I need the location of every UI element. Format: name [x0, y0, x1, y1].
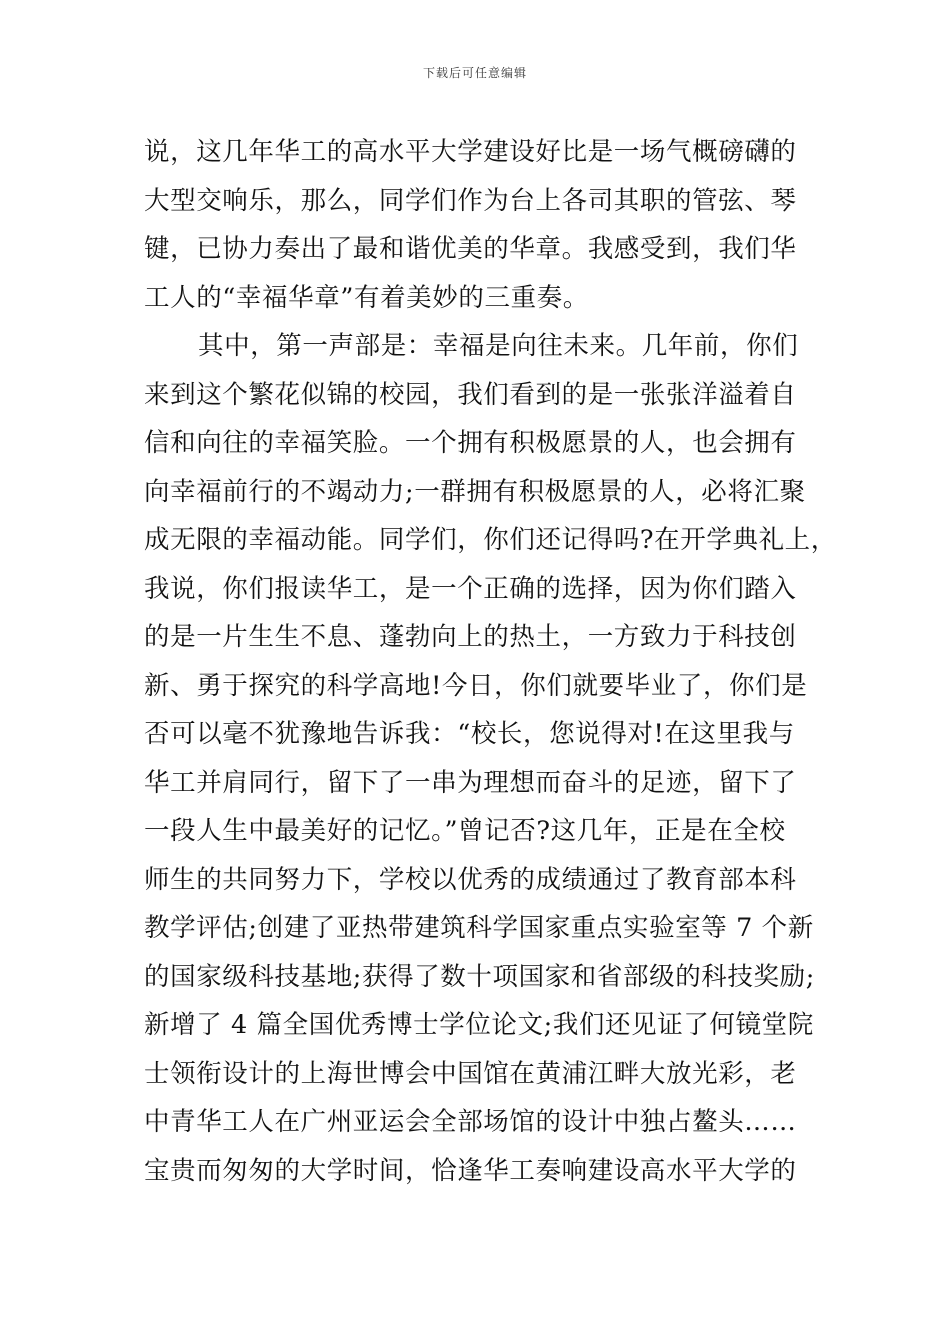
- text-line: 否可以毫不犹豫地告诉我：“校长，您说得对!在这里我与: [144, 719, 795, 749]
- text-line: 我说，你们报读华工，是一个正确的选择，因为你们踏入: [144, 573, 797, 604]
- text-line: 教学评估;创建了亚热带建筑科学国家重点实验室等 7 个新: [144, 913, 814, 943]
- text-line: 键，已协力奏出了最和谐优美的华章。我感受到，我们华: [144, 234, 797, 264]
- text-line: 一段人生中最美好的记忆。”曾记否?这几年，正是在全校: [144, 816, 786, 846]
- text-line: 的是一片生生不息、蓬勃向上的热土，一方致力于科技创: [144, 622, 797, 652]
- text-line: 工人的“幸福华章”有着美妙的三重奏。: [144, 282, 589, 313]
- text-line: 华工并肩同行，留下了一串为理想而奋斗的足迹，留下了: [144, 767, 797, 798]
- text-line: 成无限的幸福动能。同学们，你们还记得吗?在开学典礼上，: [144, 525, 837, 555]
- text-line: 说，这几年华工的高水平大学建设好比是一场气概磅礴的: [144, 137, 797, 167]
- body-text: [144, 128, 837, 1195]
- text-line: 向幸福前行的不竭动力;一群拥有积极愿景的人，必将汇聚: [144, 476, 806, 507]
- text-line: 新增了 4 篇全国优秀博士学位论文;我们还见证了何镜堂院: [144, 1010, 814, 1040]
- text-line: 宝贵而匆匆的大学时间，恰逢华工奏响建设高水平大学的: [144, 1155, 797, 1186]
- text-line: 大型交响乐，那么，同学们作为台上各司其职的管弦、琴: [144, 185, 797, 216]
- text-line: 信和向往的幸福笑脸。一个拥有积极愿景的人，也会拥有: [144, 428, 797, 458]
- page-header: 下载后可任意编辑: [422, 66, 527, 80]
- text-line: 新、勇于探究的科学高地!今日，你们就要毕业了，你们是: [144, 670, 808, 701]
- paragraph-start-line: 其中，第一声部是：幸福是向往未来。几年前，你们: [198, 331, 799, 361]
- text-line: 士领衔设计的上海世博会中国馆在黄浦江畔大放光彩，老: [144, 1058, 797, 1089]
- text-line: 来到这个繁花似锦的校园，我们看到的是一张张洋溢着自: [144, 379, 797, 410]
- text-line: 师生的共同努力下，学校以优秀的成绩通过了教育部本科: [144, 864, 797, 895]
- text-line: 的国家级科技基地;获得了数十项国家和省部级的科技奖励;: [144, 961, 815, 992]
- text-line: 中青华工人在广州亚运会全部场馆的设计中独占鳌头……: [144, 1107, 797, 1137]
